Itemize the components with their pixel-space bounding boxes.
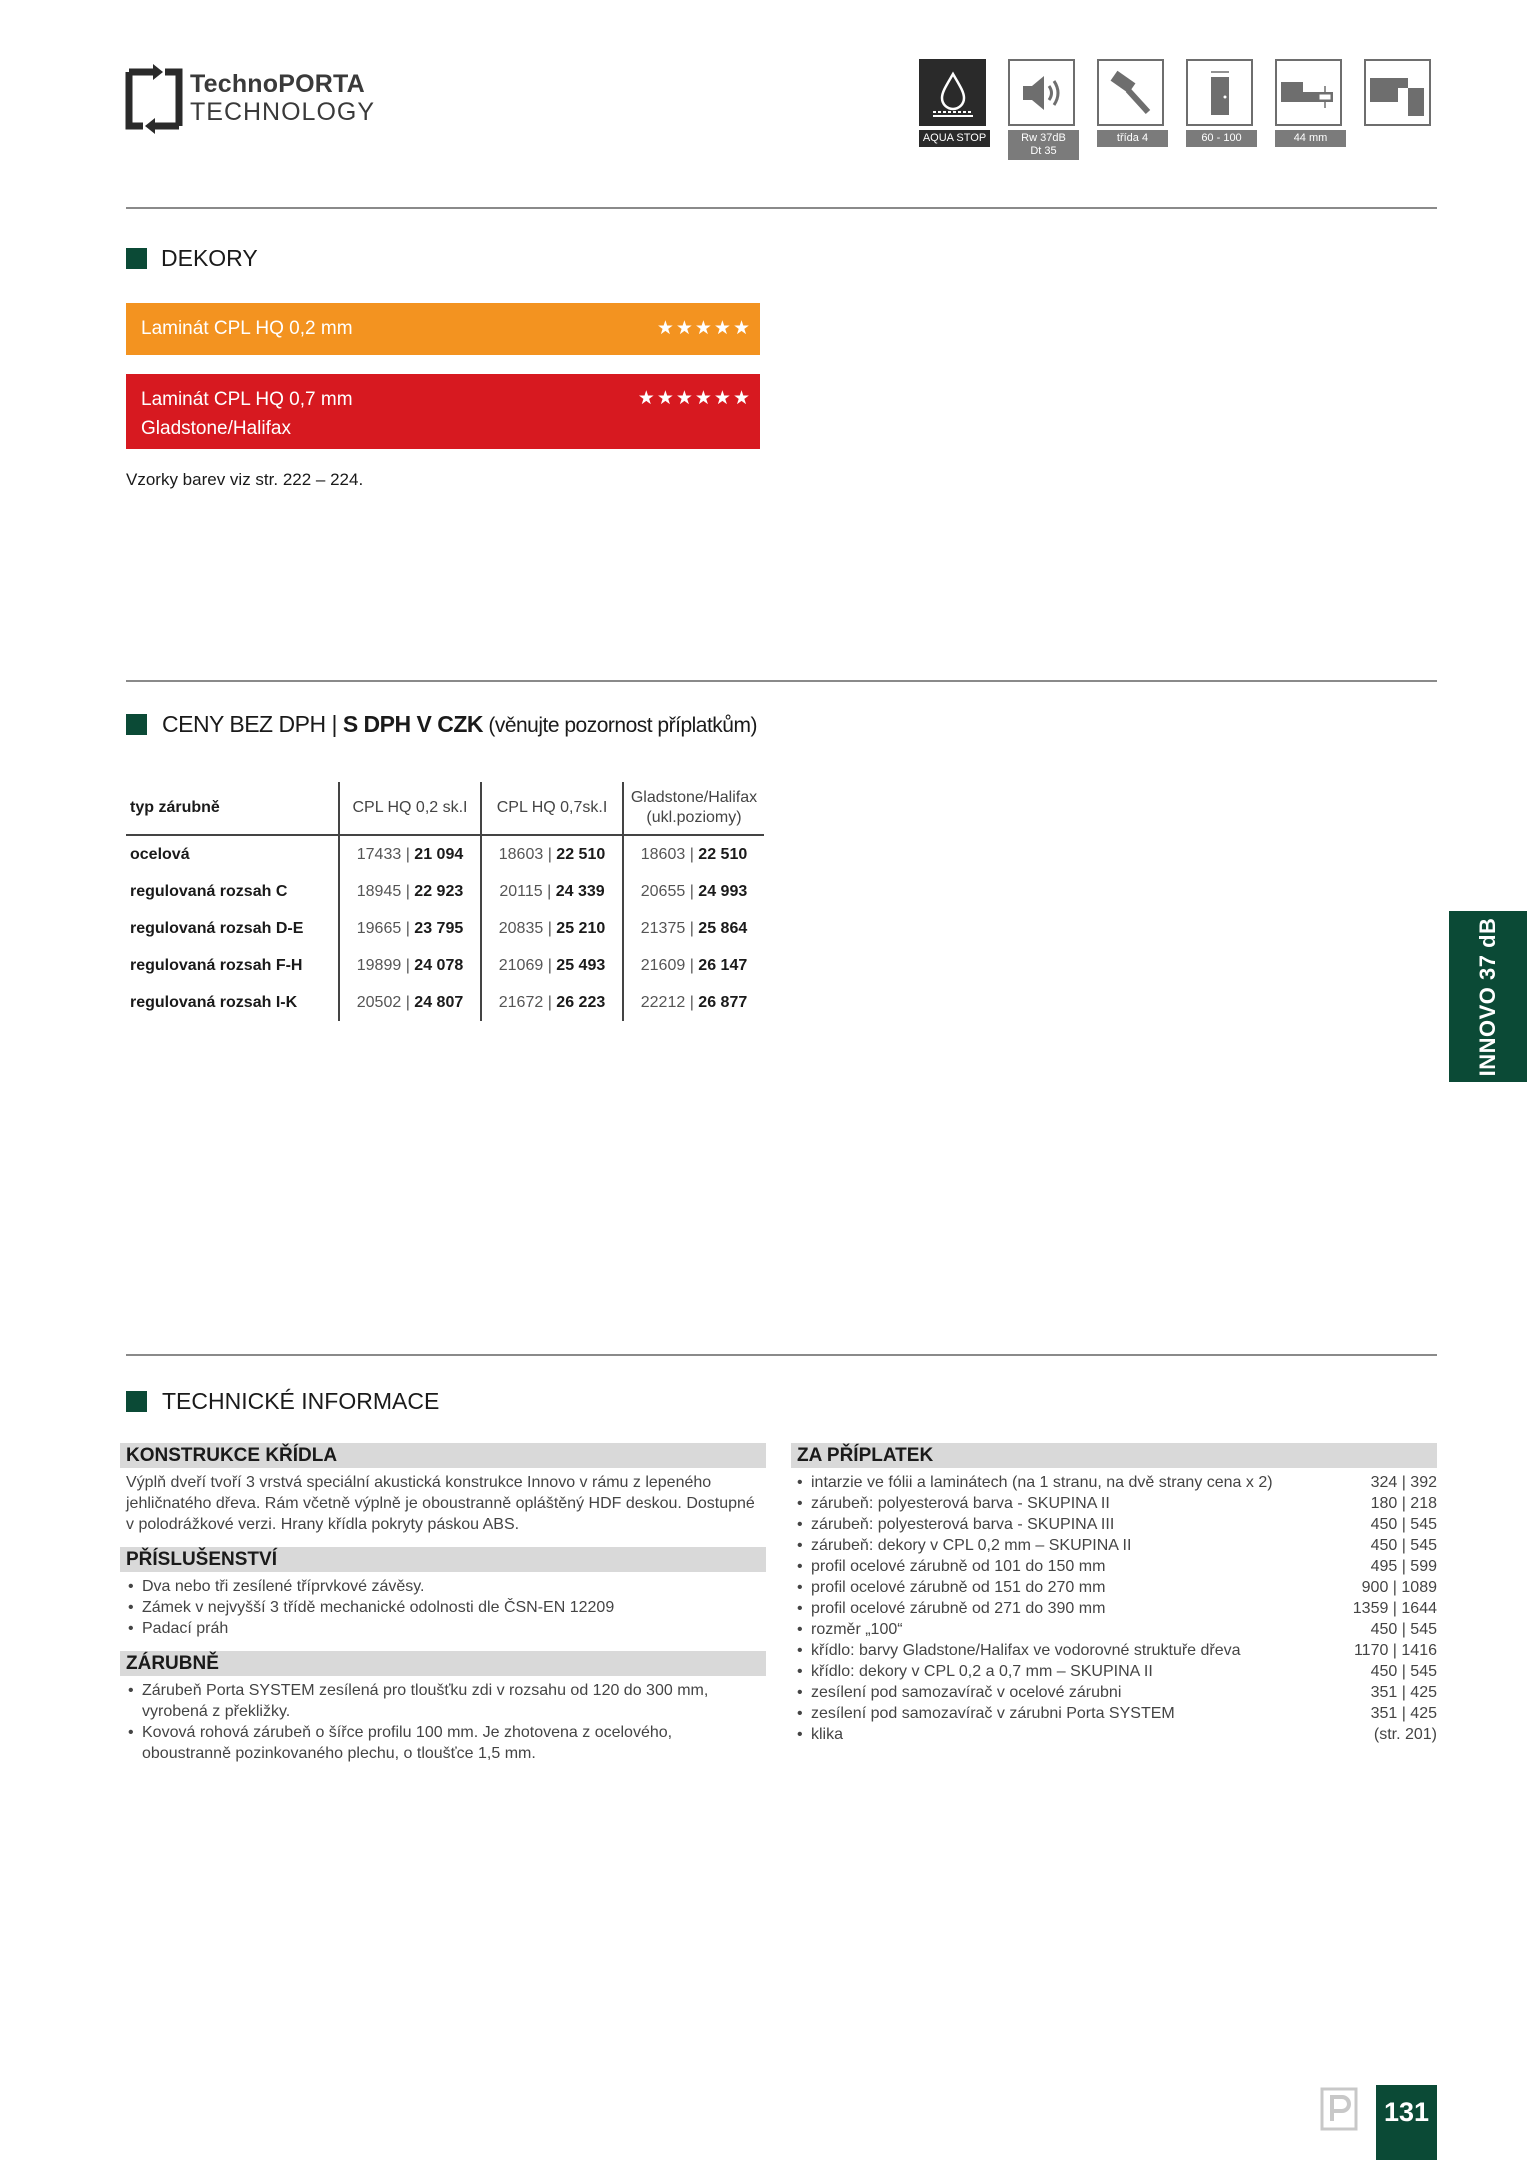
feature-caption: třída 4 bbox=[1097, 130, 1168, 147]
list-item: • zárubeň: dekory v CPL 0,2 mm – SKUPINA II 450 | 545 bbox=[795, 1535, 1437, 1556]
list-item: • křídlo: dekory v CPL 0,2 a 0,7 mm – SKUPINA II 450 | 545 bbox=[795, 1661, 1437, 1682]
list-item: • profil ocelové zárubně od 271 do 390 mm 1359 | 1644 bbox=[795, 1598, 1437, 1619]
list-item: • Zámek v nejvyšší 3 třídě mechanické odolnosti dle ČSN-EN 12209 bbox=[126, 1597, 760, 1618]
door-frame-icon bbox=[1364, 59, 1431, 126]
table-row: regulovaná rozsah I-K 20502 | 24 807 21672 | 26 223 22212 | 26 877 bbox=[126, 984, 764, 1021]
feature-caption: 44 mm bbox=[1275, 130, 1346, 147]
section-marker bbox=[126, 248, 147, 269]
decor-bar-cpl-02: Laminát CPL HQ 0,2 mm ★★★★★ bbox=[126, 303, 760, 355]
column-header: Gladstone/Halifax (ukl.poziomy) bbox=[623, 782, 764, 835]
section-title-tech: TECHNICKÉ INFORMACE bbox=[162, 1388, 440, 1414]
heading-zarubne: ZÁRUBNĚ bbox=[120, 1651, 766, 1676]
page-number: 131 bbox=[1376, 2085, 1437, 2160]
brand-tagline: TECHNOLOGY bbox=[190, 98, 376, 126]
porta-p-icon bbox=[1320, 2087, 1358, 2131]
table-row: regulovaná rozsah D-E 19665 | 23 795 20835 | 25 210 21375 | 25 864 bbox=[126, 910, 764, 947]
list-item: • zesílení pod samozavírač v ocelové zárubni 351 | 425 bbox=[795, 1682, 1437, 1703]
divider bbox=[126, 1354, 1437, 1356]
price-table bbox=[126, 782, 764, 1021]
column-header: CPL HQ 0,7sk.I bbox=[481, 782, 623, 835]
list-item: • rozměr „100“ 450 | 545 bbox=[795, 1619, 1437, 1640]
feature-acoustic bbox=[1008, 59, 1079, 160]
section-marker bbox=[126, 714, 147, 735]
list-item: • klika (str. 201) bbox=[795, 1724, 1437, 1745]
divider bbox=[126, 207, 1437, 209]
table-row: regulovaná rozsah C 18945 | 22 923 20115 | 24 339 20655 | 24 993 bbox=[126, 873, 764, 910]
rating-stars: ★★★★★★ bbox=[637, 388, 752, 409]
speaker-sound-icon bbox=[1008, 59, 1075, 126]
hammer-icon bbox=[1097, 59, 1164, 126]
list-item: • Zárubeň Porta SYSTEM zesílená pro tloušťku zdi v rozsahu od 120 do 300 mm, vyrobená z překližky. bbox=[126, 1680, 760, 1722]
column-header: typ zárubně bbox=[130, 799, 220, 816]
list-item: • křídlo: barvy Gladstone/Halifax ve vodorovné struktuře dřeva 1170 | 1416 bbox=[795, 1640, 1437, 1661]
konstrukce-text: Výplň dveří tvoří 3 vrstvá speciální akustická konstrukce Innovo v rámu z lepeného jehličnatého dřeva. Rám včetně výplně je oboustranně opláštěný HDF deskou. Dostupné v polodrážkové verzi. Hrany křídla pokryty páskou ABS. bbox=[126, 1474, 755, 1533]
tech-right-column bbox=[791, 1443, 1437, 1745]
feature-caption: AQUA STOP bbox=[919, 130, 990, 147]
list-item: • Kovová rohová zárubeň o šířce profilu 100 mm. Je zhotovena z ocelového, oboustranně pozinkovaného plechu, o tloušťce 1,5 mm. bbox=[126, 1722, 760, 1764]
feature-frame bbox=[1364, 59, 1435, 126]
door-thickness-icon bbox=[1275, 59, 1342, 126]
list-item: • profil ocelové zárubně od 151 do 270 mm 900 | 1089 bbox=[795, 1577, 1437, 1598]
list-item: • intarzie ve fólii a laminátech (na 1 stranu, na dvě strany cena x 2) 324 | 392 bbox=[795, 1472, 1437, 1493]
zarubne-list bbox=[120, 1676, 766, 1764]
technoporta-logo-icon bbox=[123, 62, 185, 136]
list-item: • zárubeň: polyesterová barva - SKUPINA III 450 | 545 bbox=[795, 1514, 1437, 1535]
table-row: regulovaná rozsah F-H 19899 | 24 078 21069 | 25 493 21609 | 26 147 bbox=[126, 947, 764, 984]
brand-name: TechnoPORTA bbox=[190, 70, 365, 98]
door-width-icon bbox=[1186, 59, 1253, 126]
divider bbox=[126, 680, 1437, 682]
decor-note: Vzorky barev viz str. 222 – 224. bbox=[126, 470, 364, 489]
priplatek-list bbox=[791, 1468, 1437, 1745]
decor-bar-cpl-07: Laminát CPL HQ 0,7 mm Gladstone/Halifax ★★★★★★ bbox=[126, 374, 760, 449]
feature-caption: 60 - 100 bbox=[1186, 130, 1257, 147]
feature-aqua-stop bbox=[919, 59, 990, 147]
section-marker bbox=[126, 1391, 147, 1412]
heading-prislusenstvi: PŘÍSLUŠENSTVÍ bbox=[120, 1547, 766, 1572]
tech-left-column bbox=[120, 1443, 766, 1764]
list-item: • Padací práh bbox=[126, 1618, 760, 1639]
rating-stars: ★★★★★ bbox=[656, 318, 752, 339]
feature-burglar-class bbox=[1097, 59, 1168, 147]
list-item: • Dva nebo tři zesílené tříprvkové závěsy. bbox=[126, 1576, 760, 1597]
feature-width bbox=[1186, 59, 1257, 147]
feature-thickness bbox=[1275, 59, 1346, 147]
section-title-dekory: DEKORY bbox=[161, 245, 258, 271]
feature-caption: Rw 37dB Dt 35 bbox=[1008, 130, 1079, 160]
prislusenstvi-list bbox=[120, 1572, 766, 1639]
section-title-prices: CENY BEZ DPH | S DPH V CZK (věnujte pozornost příplatkům) bbox=[162, 711, 757, 737]
table-row: ocelová 17433 | 21 094 18603 | 22 510 18603 | 22 510 bbox=[126, 835, 764, 873]
column-header: CPL HQ 0,2 sk.I bbox=[339, 782, 481, 835]
water-drop-icon bbox=[919, 59, 986, 126]
heading-priplatek: ZA PŘÍPLATEK bbox=[791, 1443, 1437, 1468]
list-item: • zárubeň: polyesterová barva - SKUPINA II 180 | 218 bbox=[795, 1493, 1437, 1514]
heading-konstrukce: KONSTRUKCE KŘÍDLA bbox=[120, 1443, 766, 1468]
list-item: • profil ocelové zárubně od 101 do 150 mm 495 | 599 bbox=[795, 1556, 1437, 1577]
side-tab-product: INNOVO 37 dB bbox=[1449, 911, 1527, 1082]
list-item: • zesílení pod samozavírač v zárubni Porta SYSTEM 351 | 425 bbox=[795, 1703, 1437, 1724]
